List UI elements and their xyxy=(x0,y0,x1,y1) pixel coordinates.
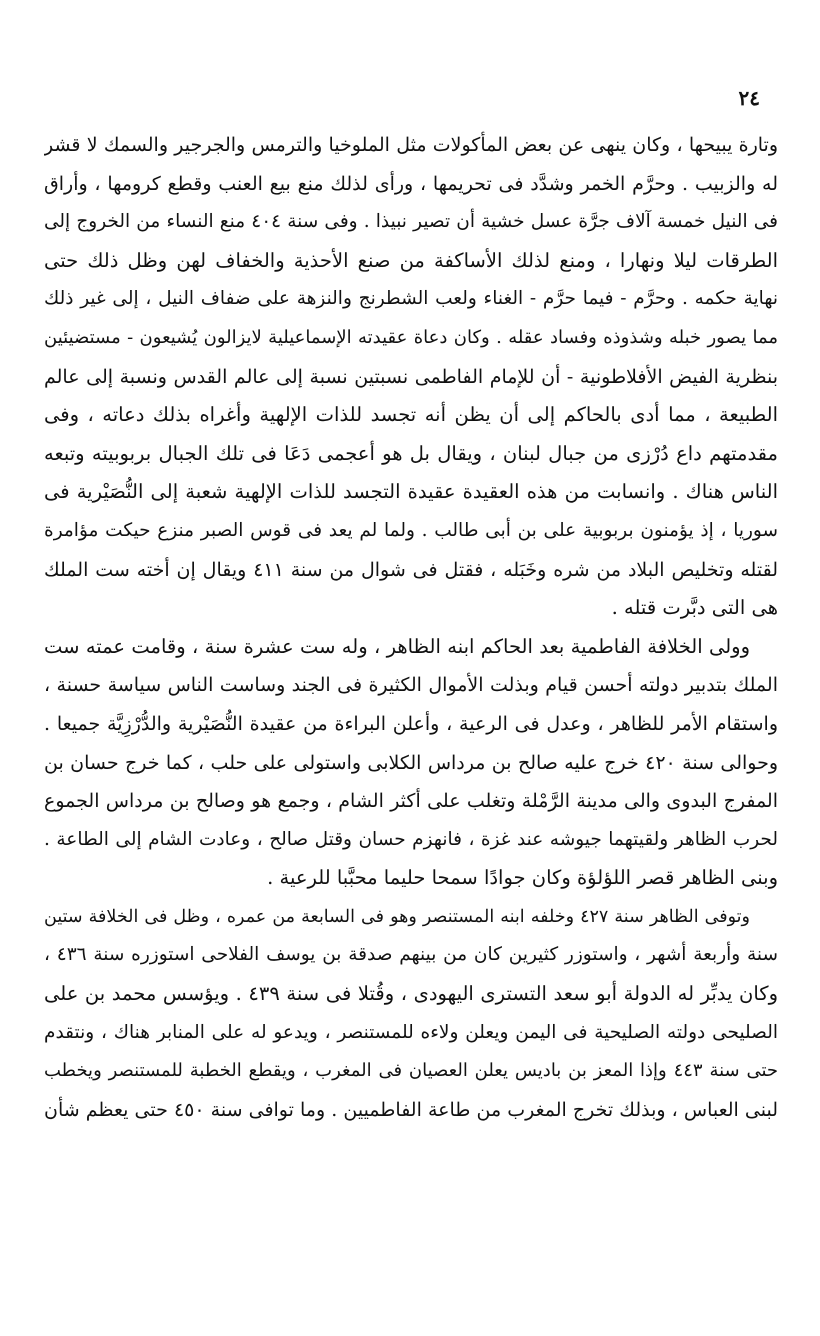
text-line: الطبيعة ، مما أدى بالحاكم إلى أن يظن أنه تجسد للذات الإلهية وأغراه بذلك دعاته ، وفى xyxy=(44,403,778,427)
text-line: لبنى العباس ، وبذلك تخرج المغرب من طاعة الفاطميين . وما توافى سنة ٤٥٠ حتى يعظم شأن xyxy=(44,1098,778,1121)
text-line: الملك بتدبير دولته أحسن قيام وبذلت الأموال الكثيرة فى الجند وساست الناس سياسة حسنة ، xyxy=(44,674,778,697)
text-line: له والزبيب . وحرَّم الخمر وشدَّد فى تحريمها ، ورأى لذلك منع بيع العنب وقطع كرومها ، وأراق xyxy=(44,172,778,195)
text-line: وولى الخلافة الفاطمية بعد الحاكم ابنه الظاهر ، وله ست عشرة سنة ، وقامت عمته ست xyxy=(44,634,750,658)
text-line: لقتله وتخليص البلاد من شره وخَبَله ، فقتل فى شوال من سنة ٤١١ ويقال إن أخته ست الملك xyxy=(44,558,778,581)
text-line: الطرقات ليلا ونهارا ، ومنع لذلك الأساكفة من صنع الأحذية والخفاف لهن وظل ذلك حتى xyxy=(44,248,778,272)
text-line: وكان يدبِّر له الدولة أبو سعد التسترى اليهودى ، وقُتلا فى سنة ٤٣٩ . ويؤسس محمد بن على xyxy=(44,982,778,1006)
text-line: نهاية حكمه . وحرَّم - فيما حرَّم - الغناء ولعب الشطرنج والنزهة على ضفاف النيل ، إلى غير ذلك xyxy=(44,288,778,310)
text-line: وحوالى سنة ٤٢٠ خرج عليه صالح بن مرداس الكلابى واستولى على حلب ، كما خرج حسان بن xyxy=(44,751,778,774)
text-line: الصليحى دولته الصليحية فى اليمن ويعلن ولاءه للمستنصر ، ويدعو له على المنابر هناك ، ونتقدم xyxy=(44,1021,778,1043)
text-line: لحرب الظاهر ولقيتهما جيوشه عند غزة ، فانهزم حسان وقتل صالح ، وعادت الشام إلى الطاعة . xyxy=(44,828,778,850)
text-line: فى النيل خمسة آلاف جرَّة عسل خشية أن تصير نبيذا . وفى سنة ٤٠٤ منع النساء من الخروج إلى xyxy=(44,211,778,233)
text-line: المفرج البدوى والى مدينة الرَّمْلة وتغلب على أكثر الشام ، وجمع هو وصالح بن مرداس الجموع xyxy=(44,790,778,813)
text-line: الناس هناك . وانسابت من هذه العقيدة عقيدة التجسد للذات الإلهية شعبة إلى النُّصَيْرية فى xyxy=(44,480,778,504)
text-line: مقدمتهم داع دُرْزى من جبال لبنان ، ويقال بل هو أعجمى دَعَا فى تلك الجبال بربوبيته وتبعه xyxy=(44,441,778,465)
text-line: وتارة يبيحها ، وكان ينهى عن بعض المأكولات مثل الملوخيا والترمس والجرجير والسمك لا قشر xyxy=(44,134,778,156)
text-line: مما يصور خبله وشذوذه وفساد عقله . وكان دعاة عقيدته الإسماعيلية لايزالون يُشيعون - مستضيئين xyxy=(44,326,778,348)
text-line: بنظرية الفيض الأفلاطونية - أن للإمام الفاطمى نسبتين نسبة إلى عالم القدس ونسبة إلى عالم xyxy=(44,365,778,388)
text-line: سنة وأربعة أشهر ، واستوزر كثيرين كان من بينهم صدقة بن يوسف الفلاحى استوزره سنة ٤٣٦ ، xyxy=(44,944,778,966)
body-text xyxy=(44,126,778,1129)
text-line: هى التى دبَّرت قتله . xyxy=(611,596,778,620)
text-line: واستقام الأمر للظاهر ، وعدل فى الرعية ، وأعلن البراءة من عقيدة النُّصَيْرية والدُّرْزِيَّة جميعا . xyxy=(44,712,778,735)
text-line: وبنى الظاهر قصر اللؤلؤة وكان جوادًا سمحا حليما محبَّبا للرعية . xyxy=(267,866,778,890)
text-line: وتوفى الظاهر سنة ٤٢٧ وخلفه ابنه المستنصر وهو فى السابعة من عمره ، وظل فى الخلافة ستين xyxy=(44,906,750,927)
page-number: ٢٤ xyxy=(738,86,760,110)
text-line: حتى سنة ٤٤٣ وإذا المعز بن باديس يعلن العصيان فى المغرب ، ويقطع الخطبة للمستنصر ويخطب xyxy=(44,1060,778,1082)
text-line: سوريا ، إذ يؤمنون بربوبية على بن أبى طالب . ولما لم يعد فى قوس الصبر منزع حيكت مؤامرة xyxy=(44,519,778,541)
